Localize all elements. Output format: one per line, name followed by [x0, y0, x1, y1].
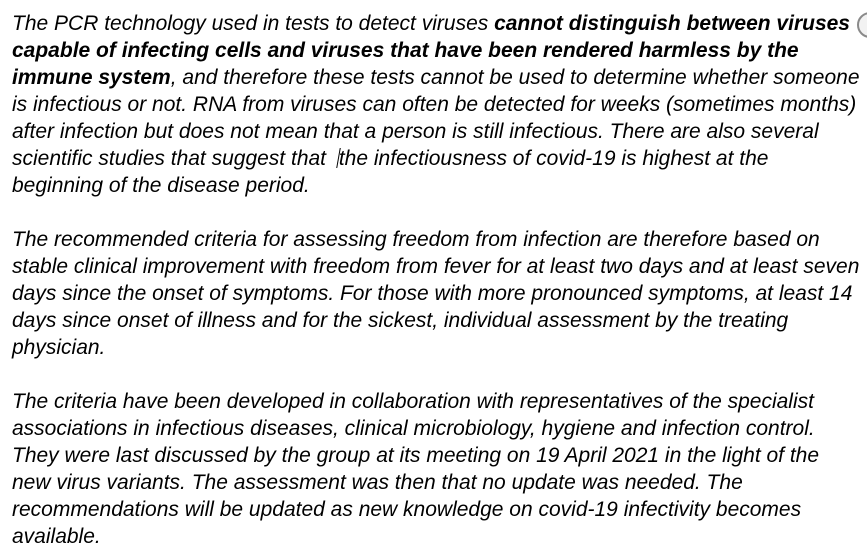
paragraph-1-bold-text: cannot distinguish between viruses capable of infecting cells and viruses that have been rendered harmless by the immune system — [12, 12, 850, 89]
paragraph-pcr-technology — [12, 10, 862, 199]
document-body — [12, 10, 862, 550]
paragraph-recommended-criteria: The recommended criteria for assessing freedom from infection are therefore based on stable clinical improvement with freedom from fever for at least two days and at least seven days since the onset of symptoms. For those with more pronounced symptoms, at least 14 days since onset of illness and for the sickest, individual assessment by the treating physician. — [12, 228, 860, 359]
paragraph-1-text-1: The PCR technology used in tests to detect viruses — [12, 12, 495, 35]
paragraph-1-text-3: the infectiousness of covid-19 is highest at the beginning of the disease period. — [12, 147, 769, 197]
paragraph-criteria-developed: The criteria have been developed in collaboration with representatives of the specialist associations in infectious diseases, clinical microbiology, hygiene and infection control. They were last discussed by the group at its meeting on 19 April 2021 in the light of the new virus variants. The assessment was then that no update was needed. The recommendations will be updated as new knowledge on covid-19 infectivity becomes available. — [12, 390, 820, 548]
paragraph-1-text-2: , and therefore these tests cannot be used to determine whether someone is infectious or not. RNA from viruses can often be detected for weeks (sometimes months) after infection but does not mean that a person is still infectious. There are also several scientific studies that suggest that — [12, 66, 860, 170]
